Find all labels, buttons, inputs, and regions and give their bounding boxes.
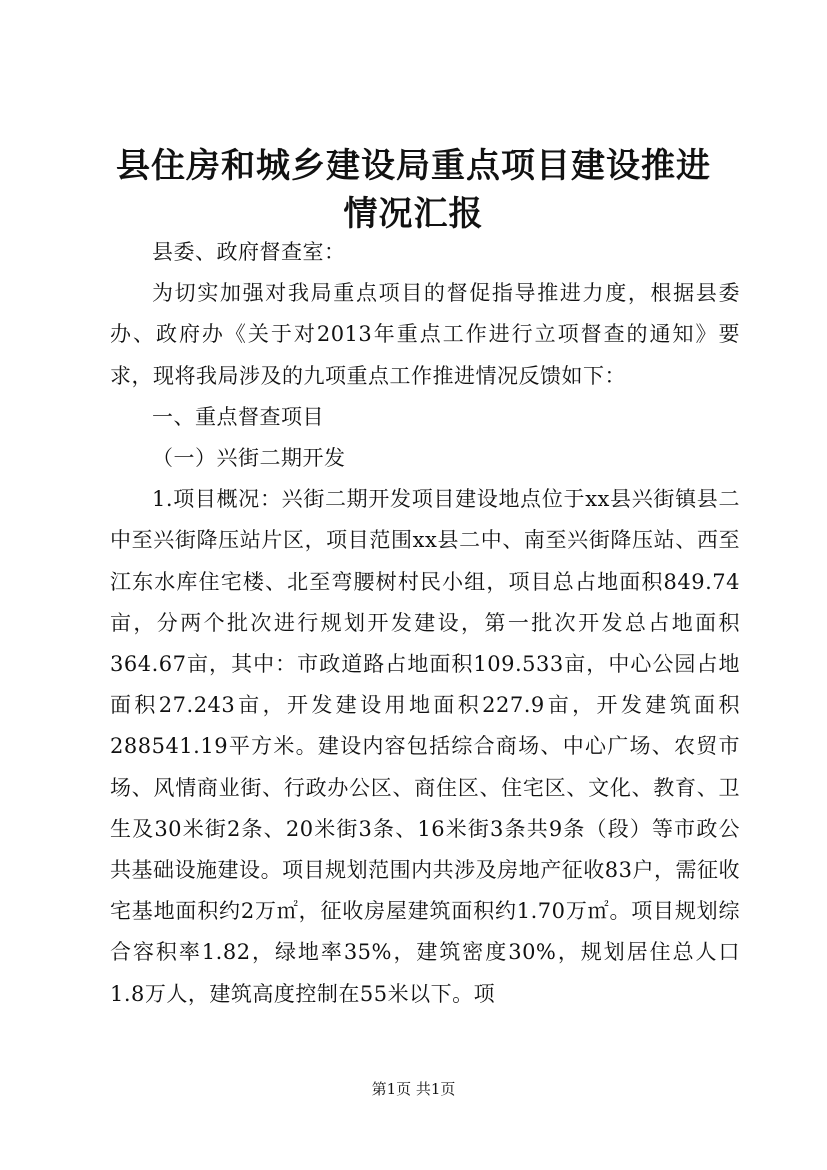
salutation: 县委、政府督查室： [152,240,346,264]
document-title: 县住房和城乡建设局重点项目建设推进情况汇报 [116,146,711,234]
document-body [110,232,740,1015]
intro-paragraph: 为切实加强对我局重点项目的督促指导推进力度，根据县委办、政府办《关于对2013年重点工作进行立项督查的通知》要求，现将我局涉及的九项重点工作推进情况反馈如下： [110,281,740,388]
subsection-heading: （一）兴街二期开发 [152,446,346,471]
page-footer: 第1页 共1页 [371,1080,456,1098]
project-overview-paragraph: 1.项目概况：兴街二期开发项目建设地点位于xx县兴街镇县二中至兴街降压站片区，项目范围xx县二中、南至兴街降压站、西至江东水库住宅楼、北至弯腰树村民小组，项目总占地面积849.74亩，分两个批次进行规划开发建设，第一批次开发总占地面积364.67亩，其中：市政道路占地面积109.533亩，中心公园占地面积27.243亩，开发建设用地面积227.9亩，开发建筑面积288541.19平方米。建设内容包括综合商场、中心广场、农贸市场、风情商业街、行政办公区、商住区、住宅区、文化、教育、卫生及30米街2条、20米街3条、16米街3条共9条（段）等市政公共基础设施建设。项目规划范围内共涉及房地产征收83户，需征收宅基地面积约2万㎡，征收房屋建筑面积约1.70万㎡。项目规划综合容积率1.82，绿地率35%，建筑密度30%，规划居住总人口1.8万人，建筑高度控制在55米以下。项 [110,487,740,1006]
section-heading: 一、重点督查项目 [152,404,324,429]
